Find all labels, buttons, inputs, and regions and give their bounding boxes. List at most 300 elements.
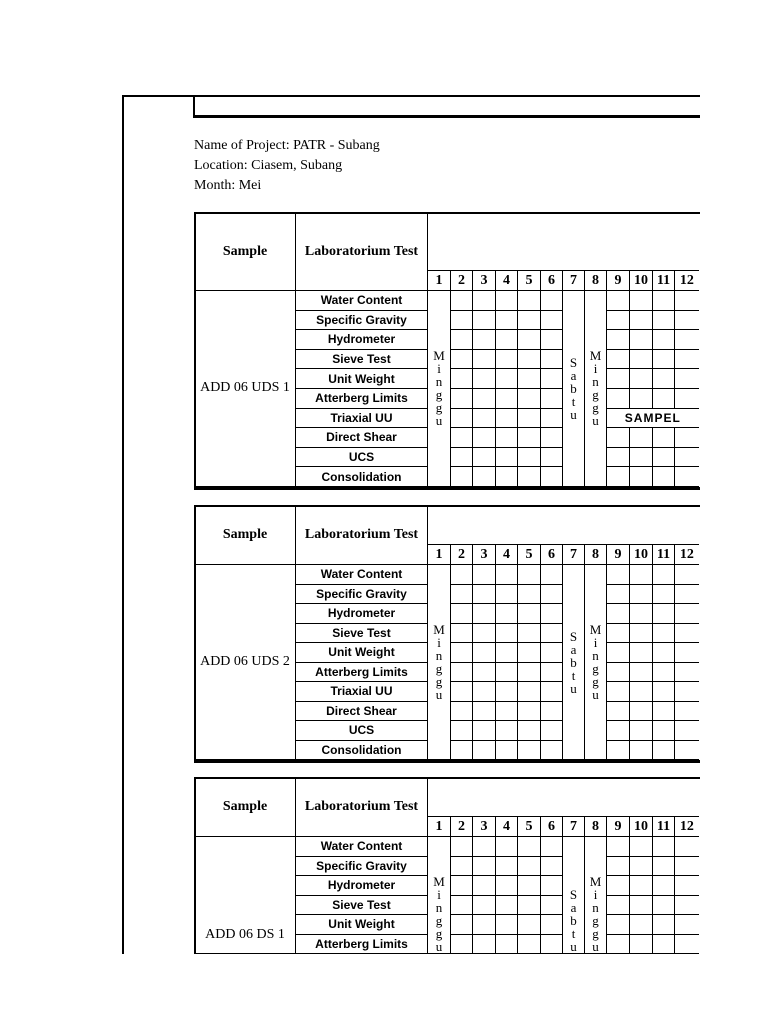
schedule-cell <box>653 369 675 389</box>
schedule-cell <box>496 662 518 682</box>
schedule-cell <box>473 291 496 311</box>
day-number: 2 <box>451 545 473 565</box>
schedule-cell <box>653 740 675 760</box>
schedule-cell <box>607 876 630 896</box>
schedule-cell <box>675 701 699 721</box>
vertical-word: S a b t u <box>569 354 578 422</box>
day-number: 9 <box>607 545 630 565</box>
schedule-cell <box>653 701 675 721</box>
schedule-cell <box>541 291 563 311</box>
minggu-vertical-label <box>428 291 451 487</box>
schedule-cell <box>653 643 675 663</box>
schedule-cell <box>541 721 563 741</box>
minggu-vertical-label <box>585 837 607 954</box>
day-number: 8 <box>585 817 607 837</box>
project-month: Month: Mei <box>194 178 262 193</box>
schedule-cell <box>630 740 653 760</box>
table-top-border <box>194 505 700 507</box>
schedule-cell <box>607 682 630 702</box>
schedule-cell <box>451 388 473 408</box>
day-number: 12 <box>675 271 699 291</box>
sampel-note: SAMPEL <box>607 408 699 428</box>
schedule-cell <box>675 740 699 760</box>
schedule-cell <box>473 895 496 915</box>
schedule-cell <box>451 876 473 896</box>
vertical-word: M i n g g u <box>433 348 445 429</box>
day-number: 1 <box>428 271 451 291</box>
schedule-cell <box>653 604 675 624</box>
schedule-cell <box>518 388 541 408</box>
schedule-cell <box>496 604 518 624</box>
schedule-cell <box>607 701 630 721</box>
schedule-cell <box>630 330 653 350</box>
schedule-cell <box>473 447 496 467</box>
day-number: 10 <box>630 545 653 565</box>
schedule-cell <box>518 467 541 487</box>
day-number: 2 <box>451 271 473 291</box>
lab-test-name: Sieve Test <box>296 623 428 643</box>
schedule-cell <box>630 623 653 643</box>
lab-test-name: Atterberg Limits <box>296 662 428 682</box>
day-number: 10 <box>630 271 653 291</box>
schedule-cell <box>630 856 653 876</box>
lab-test-name: Water Content <box>296 565 428 585</box>
schedule-cell <box>451 349 473 369</box>
day-number: 7 <box>563 271 585 291</box>
lab-test-name: Sieve Test <box>296 895 428 915</box>
vertical-word: S a b t u <box>569 628 578 696</box>
schedule-cell <box>653 721 675 741</box>
vertical-word: M i n g g u <box>589 348 602 429</box>
day-number: 2 <box>451 817 473 837</box>
sample-name: ADD 06 DS 1 <box>195 837 296 954</box>
day-number: 12 <box>675 817 699 837</box>
day-number: 5 <box>518 545 541 565</box>
schedule-cell <box>630 604 653 624</box>
schedule-cell <box>675 643 699 663</box>
schedule-cell <box>496 388 518 408</box>
schedule-cell <box>541 837 563 857</box>
lab-test-name: Direct Shear <box>296 428 428 448</box>
schedule-cell <box>541 701 563 721</box>
schedule-cell <box>630 369 653 389</box>
schedule-table <box>194 505 699 760</box>
schedule-cell <box>451 682 473 702</box>
schedule-cell <box>473 856 496 876</box>
schedule-cell <box>675 428 699 448</box>
table-left-border <box>194 505 196 761</box>
sample-header: Sample <box>195 778 296 837</box>
schedule-cell <box>518 837 541 857</box>
schedule-cell <box>630 565 653 585</box>
schedule-cell <box>541 330 563 350</box>
schedule-cell <box>630 721 653 741</box>
lab-test-name: Hydrometer <box>296 330 428 350</box>
lab-test-name: Consolidation <box>296 467 428 487</box>
schedule-cell <box>496 856 518 876</box>
day-number: 3 <box>473 545 496 565</box>
schedule-cell <box>541 915 563 935</box>
day-number: 5 <box>518 271 541 291</box>
schedule-cell <box>451 428 473 448</box>
schedule-cell <box>675 837 699 857</box>
schedule-cell <box>541 408 563 428</box>
schedule-table <box>194 777 699 954</box>
sabtu-vertical-label <box>563 291 585 487</box>
schedule-cell <box>518 349 541 369</box>
schedule-cell <box>541 876 563 896</box>
schedule-cell <box>473 330 496 350</box>
schedule-cell <box>607 721 630 741</box>
schedule-cell <box>496 934 518 954</box>
day-number: 7 <box>563 817 585 837</box>
schedule-cell <box>496 895 518 915</box>
schedule-cell <box>541 565 563 585</box>
sample-name: ADD 06 UDS 2 <box>195 565 296 760</box>
vertical-word: M i n g g u <box>433 874 445 954</box>
title-box-underline <box>193 115 700 118</box>
schedule-cell <box>607 584 630 604</box>
lab-test-name: Triaxial UU <box>296 408 428 428</box>
schedule-cell <box>473 349 496 369</box>
vertical-word: M i n g g u <box>433 622 445 702</box>
schedule-cell <box>496 740 518 760</box>
schedule-cell <box>496 467 518 487</box>
schedule-cell <box>675 447 699 467</box>
minggu-vertical-label <box>428 837 451 954</box>
schedule-cell <box>607 662 630 682</box>
schedule-cell <box>518 934 541 954</box>
schedule-cell <box>630 310 653 330</box>
schedule-cell <box>518 369 541 389</box>
schedule-cell <box>653 856 675 876</box>
schedule-cell <box>675 682 699 702</box>
schedule-cell <box>473 584 496 604</box>
schedule-cell <box>451 369 473 389</box>
schedule-cell <box>496 584 518 604</box>
schedule-cell <box>607 895 630 915</box>
schedule-cell <box>473 388 496 408</box>
schedule-cell <box>518 662 541 682</box>
schedule-cell <box>630 662 653 682</box>
vertical-word: S a b t u <box>569 887 578 954</box>
lab-test-name: Unit Weight <box>296 369 428 389</box>
schedule-cell <box>518 604 541 624</box>
schedule-cell <box>518 330 541 350</box>
lab-test-name: Hydrometer <box>296 876 428 896</box>
schedule-cell <box>541 369 563 389</box>
day-number: 11 <box>653 271 675 291</box>
schedule-cell <box>496 349 518 369</box>
day-number: 8 <box>585 271 607 291</box>
schedule-cell <box>473 643 496 663</box>
schedule-cell <box>518 565 541 585</box>
schedule-cell <box>653 934 675 954</box>
schedule-cell <box>653 428 675 448</box>
schedule-cell <box>541 447 563 467</box>
schedule-cell <box>451 604 473 624</box>
schedule-cell <box>607 291 630 311</box>
schedule-cell <box>496 310 518 330</box>
schedule-cell <box>630 876 653 896</box>
schedule-cell <box>473 934 496 954</box>
schedule-block <box>194 505 700 763</box>
schedule-cell <box>630 934 653 954</box>
test-row <box>195 565 699 585</box>
schedule-cell <box>473 662 496 682</box>
schedule-cell <box>541 662 563 682</box>
schedule-cell <box>607 447 630 467</box>
day-number: 11 <box>653 817 675 837</box>
lab-test-header: Laboratorium Test <box>296 506 428 565</box>
schedule-cell <box>496 876 518 896</box>
schedule-cell <box>451 310 473 330</box>
schedule-cell <box>607 934 630 954</box>
schedule-cell <box>518 428 541 448</box>
lab-test-header: Laboratorium Test <box>296 778 428 837</box>
schedule-cell <box>518 740 541 760</box>
schedule-cell <box>518 623 541 643</box>
schedule-cell <box>630 388 653 408</box>
schedule-cell <box>653 349 675 369</box>
schedule-cell <box>451 643 473 663</box>
schedule-cell <box>675 623 699 643</box>
schedule-cell <box>675 662 699 682</box>
schedule-cell <box>607 837 630 857</box>
schedule-cell <box>518 447 541 467</box>
schedule-cell <box>675 915 699 935</box>
schedule-cell <box>653 467 675 487</box>
lab-test-name: Unit Weight <box>296 643 428 663</box>
schedule-cell <box>496 837 518 857</box>
schedule-cell <box>518 643 541 663</box>
day-number: 6 <box>541 271 563 291</box>
day-number: 1 <box>428 545 451 565</box>
schedule-cell <box>607 467 630 487</box>
project-location: Location: Ciasem, Subang <box>194 158 343 173</box>
schedule-cell <box>675 565 699 585</box>
lab-test-name: Triaxial UU <box>296 682 428 702</box>
schedule-cell <box>473 701 496 721</box>
schedule-cell <box>630 428 653 448</box>
table-left-border <box>194 777 196 954</box>
schedule-cell <box>451 662 473 682</box>
day-number: 10 <box>630 817 653 837</box>
schedule-cell <box>675 604 699 624</box>
schedule-cell <box>675 876 699 896</box>
schedule-cell <box>675 895 699 915</box>
schedule-cell <box>518 915 541 935</box>
schedule-cell <box>675 934 699 954</box>
schedule-cell <box>518 895 541 915</box>
sample-header: Sample <box>195 213 296 291</box>
schedule-cell <box>518 721 541 741</box>
lab-test-name: Direct Shear <box>296 701 428 721</box>
schedule-cell <box>675 310 699 330</box>
schedule-cell <box>451 895 473 915</box>
day-number: 3 <box>473 271 496 291</box>
schedule-cell <box>473 310 496 330</box>
schedule-cell <box>496 643 518 663</box>
schedule-cell <box>451 915 473 935</box>
schedule-cell <box>675 369 699 389</box>
schedule-cell <box>653 915 675 935</box>
schedule-cell <box>630 643 653 663</box>
schedule-block <box>194 777 700 954</box>
day-number: 5 <box>518 817 541 837</box>
lab-test-name: Sieve Test <box>296 349 428 369</box>
project-name: Name of Project: PATR - Subang <box>194 138 380 153</box>
schedule-cell <box>451 856 473 876</box>
day-number: 9 <box>607 817 630 837</box>
schedule-cell <box>653 565 675 585</box>
schedule-cell <box>473 721 496 741</box>
schedule-cell <box>541 856 563 876</box>
schedule-cell <box>473 740 496 760</box>
schedule-cell <box>541 623 563 643</box>
schedule-cell <box>473 623 496 643</box>
table-bottom-border <box>194 487 700 490</box>
schedule-cell <box>518 701 541 721</box>
schedule-cell <box>607 604 630 624</box>
schedule-cell <box>675 467 699 487</box>
day-number: 12 <box>675 545 699 565</box>
sample-header: Sample <box>195 506 296 565</box>
schedule-cell <box>607 643 630 663</box>
day-number: 9 <box>607 271 630 291</box>
schedule-cell <box>518 310 541 330</box>
schedule-cell <box>496 369 518 389</box>
schedule-cell <box>473 408 496 428</box>
schedule-cell <box>675 349 699 369</box>
schedule-cell <box>541 584 563 604</box>
sample-name: ADD 06 UDS 1 <box>195 291 296 487</box>
schedule-cell <box>473 876 496 896</box>
schedule-cell <box>653 388 675 408</box>
schedule-cell <box>607 915 630 935</box>
month-header-space <box>428 506 699 545</box>
schedule-cell <box>496 330 518 350</box>
schedule-block <box>194 212 700 490</box>
schedule-cell <box>451 447 473 467</box>
schedule-cell <box>496 701 518 721</box>
schedule-cell <box>653 291 675 311</box>
lab-test-name: Specific Gravity <box>296 310 428 330</box>
day-number: 3 <box>473 817 496 837</box>
page-frame-top <box>122 95 700 97</box>
schedule-cell <box>541 467 563 487</box>
schedule-cell <box>653 623 675 643</box>
schedule-cell <box>541 682 563 702</box>
day-number: 8 <box>585 545 607 565</box>
schedule-cell <box>607 856 630 876</box>
schedule-cell <box>630 895 653 915</box>
schedule-cell <box>496 682 518 702</box>
schedule-cell <box>541 428 563 448</box>
schedule-cell <box>496 291 518 311</box>
schedule-cell <box>496 915 518 935</box>
day-number: 6 <box>541 817 563 837</box>
lab-test-name: Unit Weight <box>296 915 428 935</box>
schedule-cell <box>496 428 518 448</box>
schedule-cell <box>630 584 653 604</box>
month-header-space <box>428 778 699 817</box>
schedule-cell <box>451 721 473 741</box>
schedule-cell <box>653 895 675 915</box>
schedule-cell <box>653 310 675 330</box>
schedule-cell <box>541 604 563 624</box>
schedule-table <box>194 212 699 487</box>
schedule-cell <box>496 447 518 467</box>
project-info <box>194 136 380 196</box>
schedule-cell <box>675 856 699 876</box>
title-box-edge <box>193 97 195 117</box>
schedule-cell <box>607 330 630 350</box>
schedule-cell <box>473 467 496 487</box>
lab-test-name: Specific Gravity <box>296 584 428 604</box>
table-bottom-border <box>194 760 700 763</box>
schedule-cell <box>451 837 473 857</box>
schedule-cell <box>653 330 675 350</box>
schedule-cell <box>451 584 473 604</box>
schedule-cell <box>451 934 473 954</box>
minggu-vertical-label <box>428 565 451 760</box>
day-number: 6 <box>541 545 563 565</box>
table-top-border <box>194 777 700 779</box>
test-row <box>195 291 699 311</box>
schedule-cell <box>518 876 541 896</box>
schedule-cell <box>675 721 699 741</box>
schedule-cell <box>541 740 563 760</box>
schedule-cell <box>541 895 563 915</box>
minggu-vertical-label <box>585 291 607 487</box>
test-row <box>195 837 699 857</box>
schedule-cell <box>451 330 473 350</box>
schedule-cell <box>607 310 630 330</box>
schedule-cell <box>675 584 699 604</box>
schedule-cell <box>653 682 675 702</box>
schedule-cell <box>607 428 630 448</box>
schedule-cell <box>451 740 473 760</box>
schedule-cell <box>473 369 496 389</box>
schedule-cell <box>451 623 473 643</box>
schedule-cell <box>541 934 563 954</box>
day-number: 7 <box>563 545 585 565</box>
lab-test-name: Atterberg Limits <box>296 388 428 408</box>
schedule-cell <box>653 662 675 682</box>
schedule-cell <box>607 349 630 369</box>
schedule-cell <box>518 291 541 311</box>
schedule-cell <box>630 915 653 935</box>
schedule-cell <box>541 349 563 369</box>
table-left-border <box>194 212 196 488</box>
lab-test-name: Consolidation <box>296 740 428 760</box>
month-header-space <box>428 213 699 271</box>
lab-test-name: Hydrometer <box>296 604 428 624</box>
schedule-cell <box>607 740 630 760</box>
vertical-word: M i n g g u <box>589 874 602 954</box>
day-number: 1 <box>428 817 451 837</box>
schedule-cell <box>496 408 518 428</box>
sabtu-vertical-label <box>563 837 585 954</box>
schedule-cell <box>630 467 653 487</box>
day-number: 11 <box>653 545 675 565</box>
schedule-cell <box>675 330 699 350</box>
minggu-vertical-label <box>585 565 607 760</box>
schedule-cell <box>653 447 675 467</box>
day-number: 4 <box>496 817 518 837</box>
schedule-cell <box>653 876 675 896</box>
